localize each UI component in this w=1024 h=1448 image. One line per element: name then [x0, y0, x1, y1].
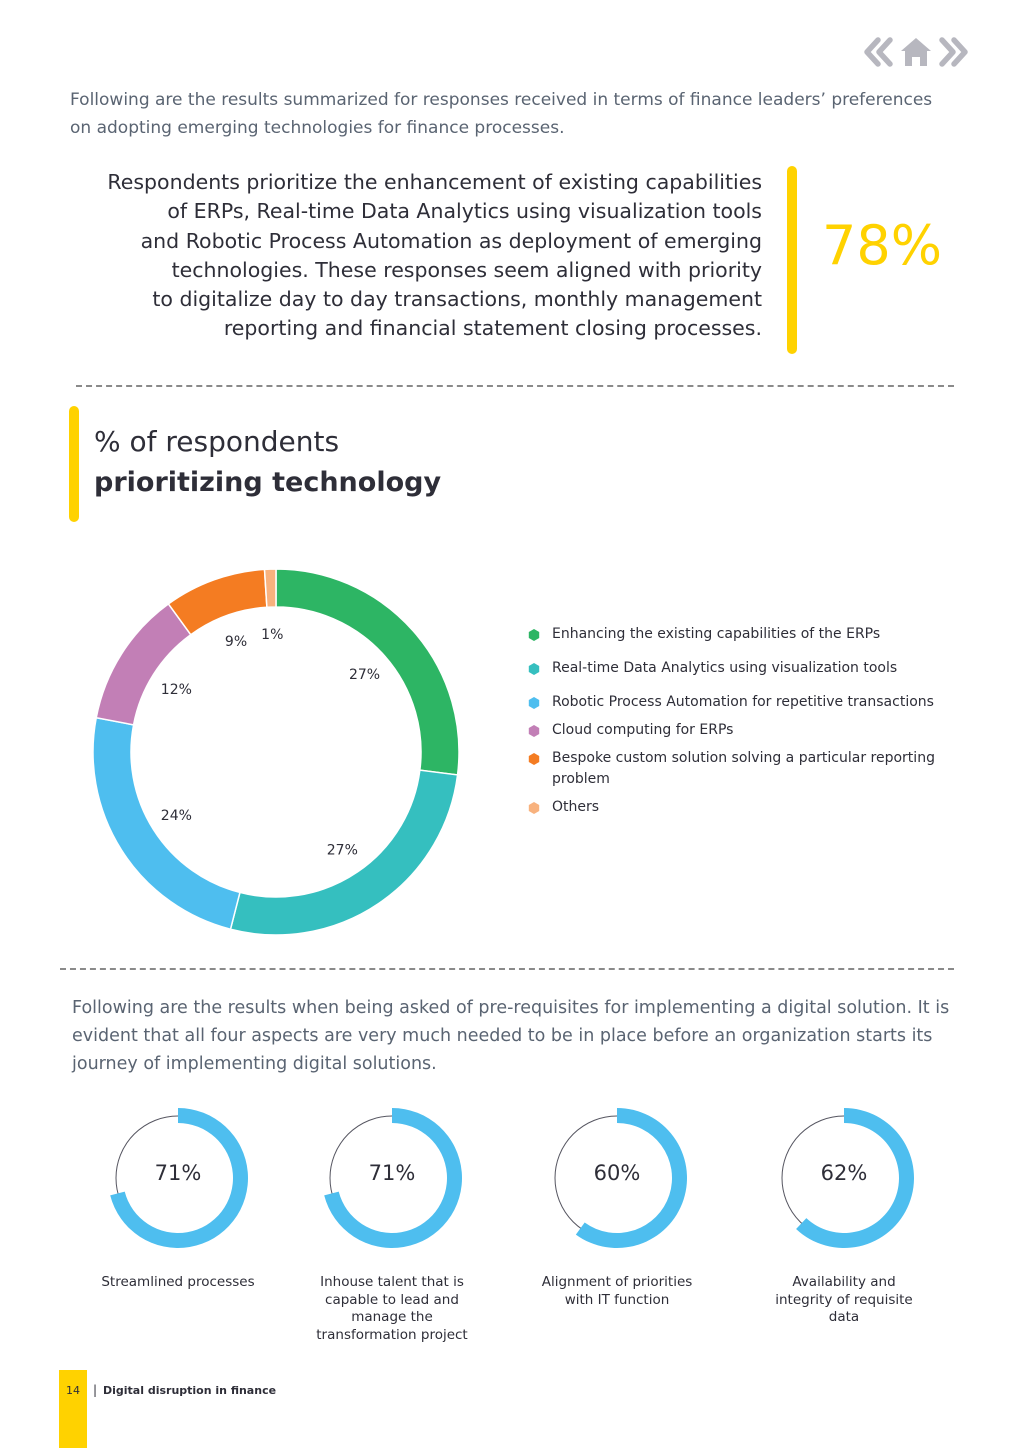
donut-slice-label: 1% — [261, 627, 284, 644]
section-divider — [60, 968, 954, 970]
prerequisites-intro: Following are the results when being asked of pre-requisites for implementing a digital solution. It is evident that all four aspects are very much needed to be in place before an organization starts its journey of implementing digital solutions. — [72, 998, 950, 1074]
donut-slice — [168, 569, 266, 634]
quote-line: to digitalize day to day transactions, monthly management — [152, 287, 762, 312]
legend-item — [528, 797, 948, 818]
gauge-data-integrity — [764, 1098, 924, 1327]
chart-legend — [528, 624, 948, 818]
hexagon-marker-icon — [528, 663, 540, 675]
legend-label: Robotic Process Automation for repetitive transactions — [552, 694, 934, 710]
quote-line: of ERPs, Real-time Data Analytics using visualization tools — [167, 199, 762, 224]
legend-item — [528, 720, 948, 741]
footer-accent-bar — [59, 1370, 87, 1448]
home-icon[interactable] — [898, 34, 934, 74]
title-accent-bar — [69, 406, 79, 522]
legend-label: Enhancing the existing capabilities of the ERPs — [552, 626, 881, 642]
gauge-label: Streamlined processes — [101, 1274, 255, 1290]
quote-line: Respondents prioritize the enhancement of existing capabilities — [107, 170, 762, 194]
legend-label: Cloud computing for ERPs — [552, 722, 734, 738]
gauge-label: Alignment of priorities with IT function — [541, 1274, 693, 1308]
legend-item — [528, 748, 948, 790]
legend-label: Others — [552, 799, 600, 815]
footer-separator: | — [93, 1383, 98, 1397]
hexagon-marker-icon — [528, 753, 540, 765]
gauge-value: 71% — [368, 1161, 416, 1185]
chart-title: % of respondents — [94, 425, 340, 458]
hexagon-marker-icon — [528, 697, 540, 709]
hexagon-marker-icon — [528, 802, 540, 814]
gauge-streamlined-processes — [98, 1098, 258, 1292]
key-finding-quote — [78, 168, 762, 344]
donut-slice — [265, 569, 276, 607]
page-navigation — [862, 34, 972, 70]
gauge-value: 71% — [154, 1161, 202, 1185]
donut-slice-label: 9% — [224, 633, 248, 650]
legend-label: Bespoke custom solution solving a particular reporting problem — [552, 750, 935, 787]
hexagon-marker-icon — [528, 725, 540, 737]
quote-line: and Robotic Process Automation as deployment of emerging — [140, 228, 762, 253]
hexagon-marker-icon — [528, 629, 540, 641]
legend-item — [528, 692, 948, 713]
page-number: 14 — [66, 1384, 80, 1397]
technology-donut-chart — [84, 560, 468, 944]
chart-subtitle: prioritizing technology — [94, 467, 442, 498]
gauge-it-alignment — [537, 1098, 697, 1309]
footer-title: Digital disruption in finance — [103, 1384, 277, 1397]
legend-item — [528, 624, 948, 645]
donut-slice-label: 27% — [326, 842, 358, 859]
legend-item — [528, 658, 948, 679]
section-divider — [76, 385, 954, 387]
quote-accent-bar — [787, 166, 797, 354]
intro-text: Following are the results summarized for responses received in terms of finance leaders’ preferences on adopting emerging technologies for finance processes. — [70, 90, 933, 138]
gauge-label: Availability and integrity of requisite data — [775, 1274, 913, 1326]
donut-slice-label: 24% — [160, 808, 192, 825]
highlight-stat: 78% — [821, 214, 943, 277]
donut-slice-label: 12% — [160, 681, 192, 698]
legend-label: Real-time Data Analytics using visualization tools — [552, 660, 898, 676]
gauge-value: 62% — [820, 1161, 868, 1185]
quote-line: reporting and financial statement closing processes. — [223, 316, 762, 341]
chevrons-right-icon[interactable] — [938, 34, 970, 74]
quote-line: technologies. These responses seem aligned with priority — [171, 257, 762, 282]
gauge-label: Inhouse talent that is capable to lead and manage the transformation project — [316, 1274, 468, 1343]
gauge-value: 60% — [593, 1161, 641, 1185]
chevrons-left-icon[interactable] — [862, 34, 894, 74]
donut-slice — [96, 604, 191, 725]
gauge-inhouse-talent — [312, 1098, 472, 1344]
donut-slice-label: 27% — [348, 666, 381, 683]
